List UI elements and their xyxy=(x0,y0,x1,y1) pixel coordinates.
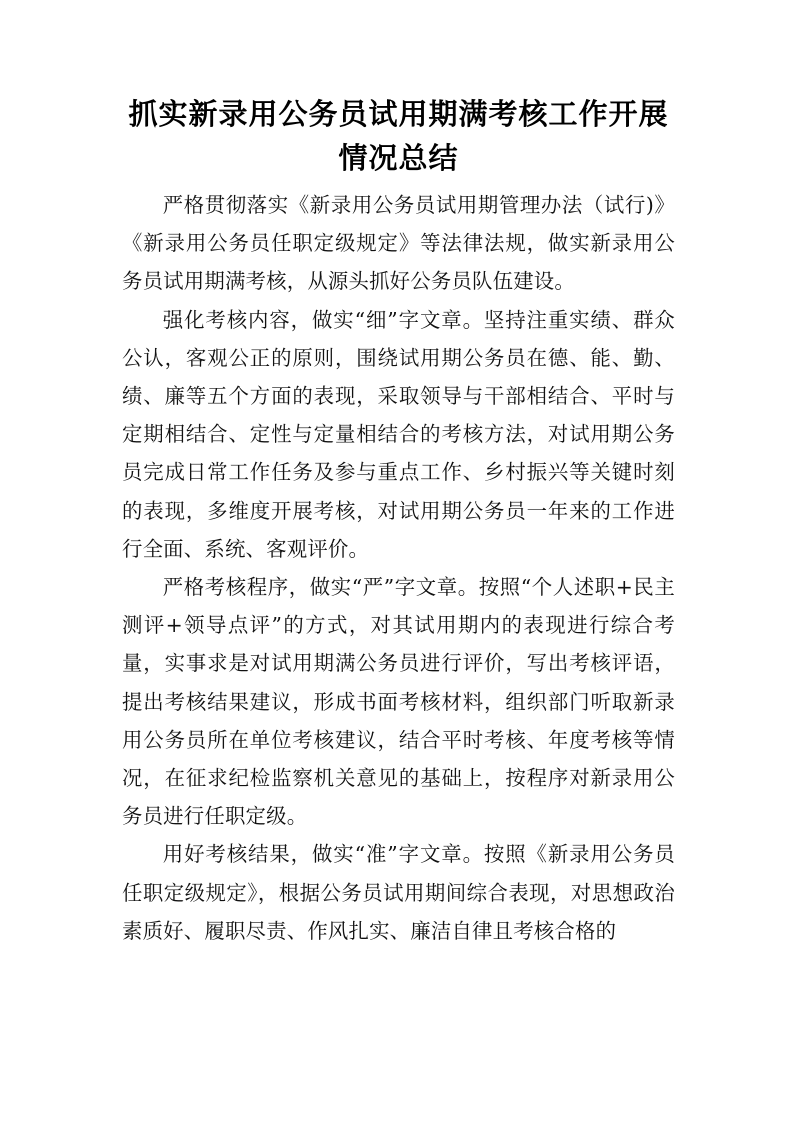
title-line-1: 抓实新录用公务员试用期满考核工作开展 xyxy=(128,97,669,131)
paragraph-intro: 严格贯彻落实《新录用公务员试用期管理办法（试行)》《新录用公务员任职定级规定》等法律法规，做实新录用公务员试用期满考核，从源头抓好公务员队伍建设。 xyxy=(122,193,675,294)
paragraph-results: 用好考核结果，做实“准”字文章。按照《新录用公务员任职定级规定》，根据公务员试用期间综合表现，对思想政治素质好、履职尽责、作风扎实、廉洁自律且考核合格的 xyxy=(122,842,675,943)
document-title xyxy=(122,92,675,180)
paragraph-content: 强化考核内容，做实“细”字文章。坚持注重实绩、群众公认，客观公正的原则，围绕试用期公务员在德、能、勤、绩、廉等五个方面的表现，采取领导与干部相结合、平时与定期相结合、定性与定量相结合的考核方法，对试用期公务员完成日常工作任务及参与重点工作、乡村振兴等关键时刻的表现，多维度开展考核，对试用期公务员一年来的工作进行全面、系统、客观评价。 xyxy=(122,307,675,561)
paragraph-procedure: 严格考核程序，做实“严”字文章。按照“个人述职+民主测评+领导点评”的方式，对其试用期内的表现进行综合考量，实事求是对试用期满公务员进行评价，写出考核评语，提出考核结果建议，形成书面考核材料，组织部门听取新录用公务员所在单位考核建议，结合平时考核、年度考核等情况，在征求纪检监察机关意见的基础上，按程序对新录用公务员进行任职定级。 xyxy=(122,575,675,829)
title-line-2: 情况总结 xyxy=(338,141,459,175)
